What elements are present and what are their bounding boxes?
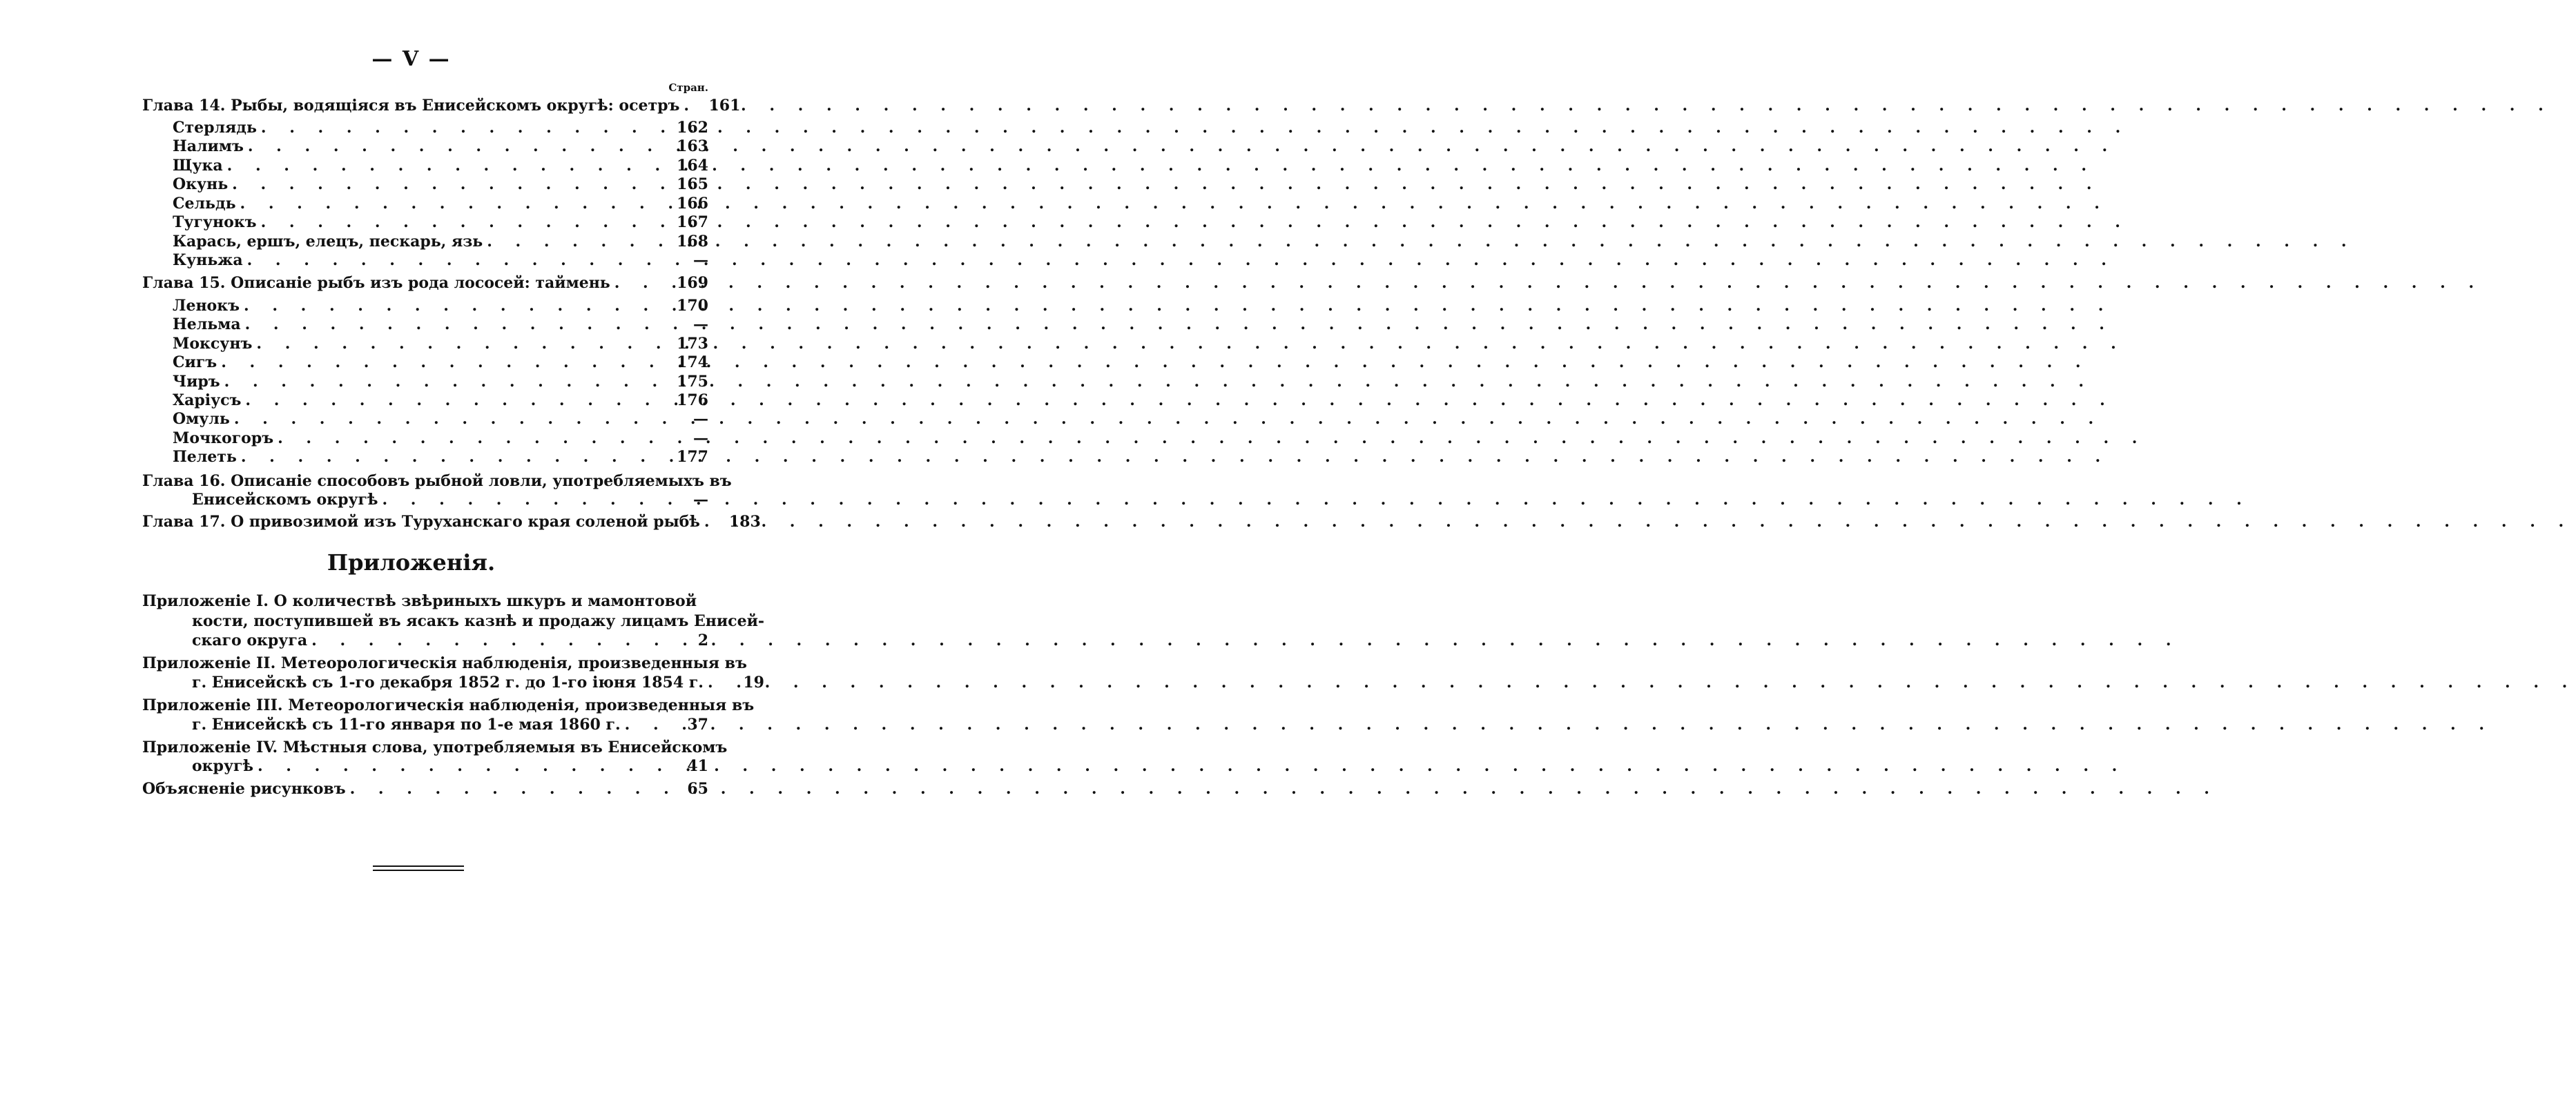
subentry-name: Ленокъ (173, 297, 240, 315)
dot-leader (244, 137, 666, 155)
appendix-label: Приложеніе III. (142, 696, 283, 714)
chapter-title: Описаніе способовъ рыбной ловли, употребляемыхъ въ (231, 472, 732, 490)
appendix-line (192, 612, 765, 632)
dot-leader (253, 757, 666, 775)
page-ref: — (693, 251, 708, 269)
dot-leader (252, 335, 666, 353)
chapter-label: Глава 16. (142, 472, 226, 490)
page-ref: 166 (677, 195, 708, 213)
dot-leader (241, 315, 666, 333)
toc-subentry (173, 137, 708, 157)
toc-subentry (173, 353, 708, 373)
appendix-line (192, 632, 708, 651)
chapter-title-continuation: Енисейскомъ округѣ (192, 491, 378, 509)
toc-subentry (173, 373, 708, 392)
dot-leader (223, 157, 666, 175)
appendix-label: Приложеніе IV. (142, 738, 278, 756)
toc-subentry (173, 429, 708, 449)
toc-subentry (173, 448, 708, 467)
appendix-title: г. Енисейскѣ съ 1-го декабря 1852 г. до 1-го іюня 1854 г. (192, 674, 704, 692)
appendix-title: О количествѣ звѣриныхъ шкуръ и мамонтовой (273, 592, 697, 610)
toc-subentry (173, 195, 708, 214)
subentry-name: Сигъ (173, 353, 217, 371)
page-ref: 164 (677, 157, 708, 175)
dot-leader (257, 213, 666, 231)
page-ref: 165 (677, 175, 708, 193)
subentry-name: Чиръ (173, 373, 220, 391)
appendix-line (192, 757, 708, 776)
appendix-line (192, 716, 708, 735)
dot-leader (378, 491, 666, 509)
dot-leader (483, 233, 666, 251)
page-ref: 41 (687, 757, 708, 775)
dot-leader (241, 391, 666, 409)
dot-leader (220, 373, 666, 391)
appendix-label: Приложеніе I. (142, 592, 269, 610)
dot-leader (346, 780, 666, 798)
subentry-name: Щука (173, 157, 223, 175)
subentry-name: Омуль (173, 410, 230, 428)
toc-subentry (173, 297, 708, 316)
toc-entry-chapter-16 (142, 472, 732, 491)
appendices-heading: Приложенія. (327, 549, 496, 576)
page-ref: 168 (677, 233, 708, 251)
page-ref: 162 (677, 119, 708, 137)
appendix-entry-4 (142, 738, 728, 758)
appendix-entry-2 (142, 654, 747, 674)
appendix-title: Метеорологическія наблюденія, произведенныя въ (280, 654, 747, 672)
page-ref: 177 (677, 448, 708, 466)
toc-subentry (173, 391, 708, 411)
page-ref: 19 (743, 674, 764, 692)
dot-leader (217, 353, 666, 371)
page-ref: — (693, 491, 708, 509)
toc-subentry (173, 335, 708, 354)
page-ref: 183 (728, 513, 761, 531)
appendix-title: Метеорологическія наблюденія, произведенныя въ (288, 696, 755, 714)
dot-leader (610, 274, 666, 292)
appendix-title: г. Енисейскѣ съ 11-го января по 1-е мая 1860 г. (192, 716, 621, 734)
subentry-name: Пелеть (173, 448, 237, 466)
dot-leader (243, 251, 666, 269)
dot-leader (704, 674, 722, 692)
page-ref: 174 (677, 353, 708, 371)
subentry-name: Харіусъ (173, 391, 242, 409)
closing-rule-bottom (373, 870, 464, 871)
dot-leader (700, 513, 718, 531)
appendix-entry-3 (142, 696, 755, 716)
dot-leader (679, 97, 697, 115)
dot-leader (228, 175, 666, 193)
toc-entry-continuation (192, 491, 708, 510)
page-ref: 170 (677, 297, 708, 315)
appendix-entry-figures (142, 780, 708, 799)
subentry-name: Куньжа (173, 251, 243, 269)
chapter-title: Рыбы, водящіяся въ Енисейскомъ округѣ: осетръ (231, 97, 680, 115)
page-ref: 37 (687, 716, 708, 734)
closing-rule-top (373, 865, 464, 867)
chapter-title: О привозимой изъ Туруханскаго края соленой рыбѣ (231, 513, 700, 531)
toc-subentry (173, 175, 708, 195)
subentry-name: Сельдь (173, 195, 236, 213)
dot-leader (621, 716, 666, 734)
appendix-title: кости, поступившей въ ясакъ казнѣ и продажу лицамъ Енисей- (192, 612, 765, 630)
toc-subentry (173, 410, 708, 429)
page-ref: 176 (677, 391, 708, 409)
toc-entry-chapter-17 (142, 513, 761, 532)
appendix-entry-1 (142, 592, 697, 611)
page-column-label: Стран. (668, 81, 708, 94)
chapter-label: Глава 17. (142, 513, 226, 531)
dot-leader (273, 429, 666, 447)
dot-leader (236, 195, 666, 213)
toc-subentry (173, 213, 708, 233)
dot-leader (240, 297, 666, 315)
page-ref: 163 (677, 137, 708, 155)
subentry-name: Окунь (173, 175, 229, 193)
dot-leader (230, 410, 666, 428)
page-ref: 161 (708, 97, 741, 115)
appendix-title: округѣ (192, 757, 253, 775)
toc-subentry (173, 251, 708, 271)
chapter-label: Глава 15. (142, 274, 226, 292)
dot-leader (257, 119, 666, 137)
toc-subentry (173, 315, 708, 335)
page-ref: — (693, 410, 708, 428)
page-ref: 167 (677, 213, 708, 231)
subentry-name: Стерлядь (173, 119, 257, 137)
page-ref: 65 (687, 780, 708, 798)
subentry-name: Налимъ (173, 137, 244, 155)
appendix-title: Мѣстныя слова, употребляемыя въ Енисейскомъ (282, 738, 728, 756)
chapter-title: Описаніе рыбъ изъ рода лососей: таймень (231, 274, 610, 292)
page-number: — V — (371, 47, 451, 71)
page-ref: — (693, 429, 708, 447)
dot-leader (307, 632, 666, 649)
subentry-name: Нельма (173, 315, 241, 333)
toc-entry-chapter-14 (142, 97, 741, 116)
page-ref: 173 (677, 335, 708, 353)
appendix-label: Объясненіе рисунковъ (142, 780, 346, 798)
chapter-label: Глава 14. (142, 97, 226, 115)
subentry-name: Тугунокъ (173, 213, 257, 231)
subentry-name: Моксунъ (173, 335, 253, 353)
page-ref: 2 (697, 632, 708, 649)
page-ref: — (693, 315, 708, 333)
page-ref: 175 (677, 373, 708, 391)
subentry-name: Мочкогоръ (173, 429, 274, 447)
subentry-name: Карась, ершъ, елецъ, пескарь, язь (173, 233, 483, 251)
dot-leader (237, 448, 666, 466)
appendix-line (192, 674, 764, 693)
toc-subentry (173, 119, 708, 138)
toc-entry-chapter-15 (142, 274, 708, 293)
appendix-label: Приложеніе II. (142, 654, 276, 672)
toc-subentry (173, 157, 708, 176)
toc-subentry (173, 233, 708, 252)
page-ref: 169 (677, 274, 708, 292)
appendix-title: скаго округа (192, 632, 308, 649)
